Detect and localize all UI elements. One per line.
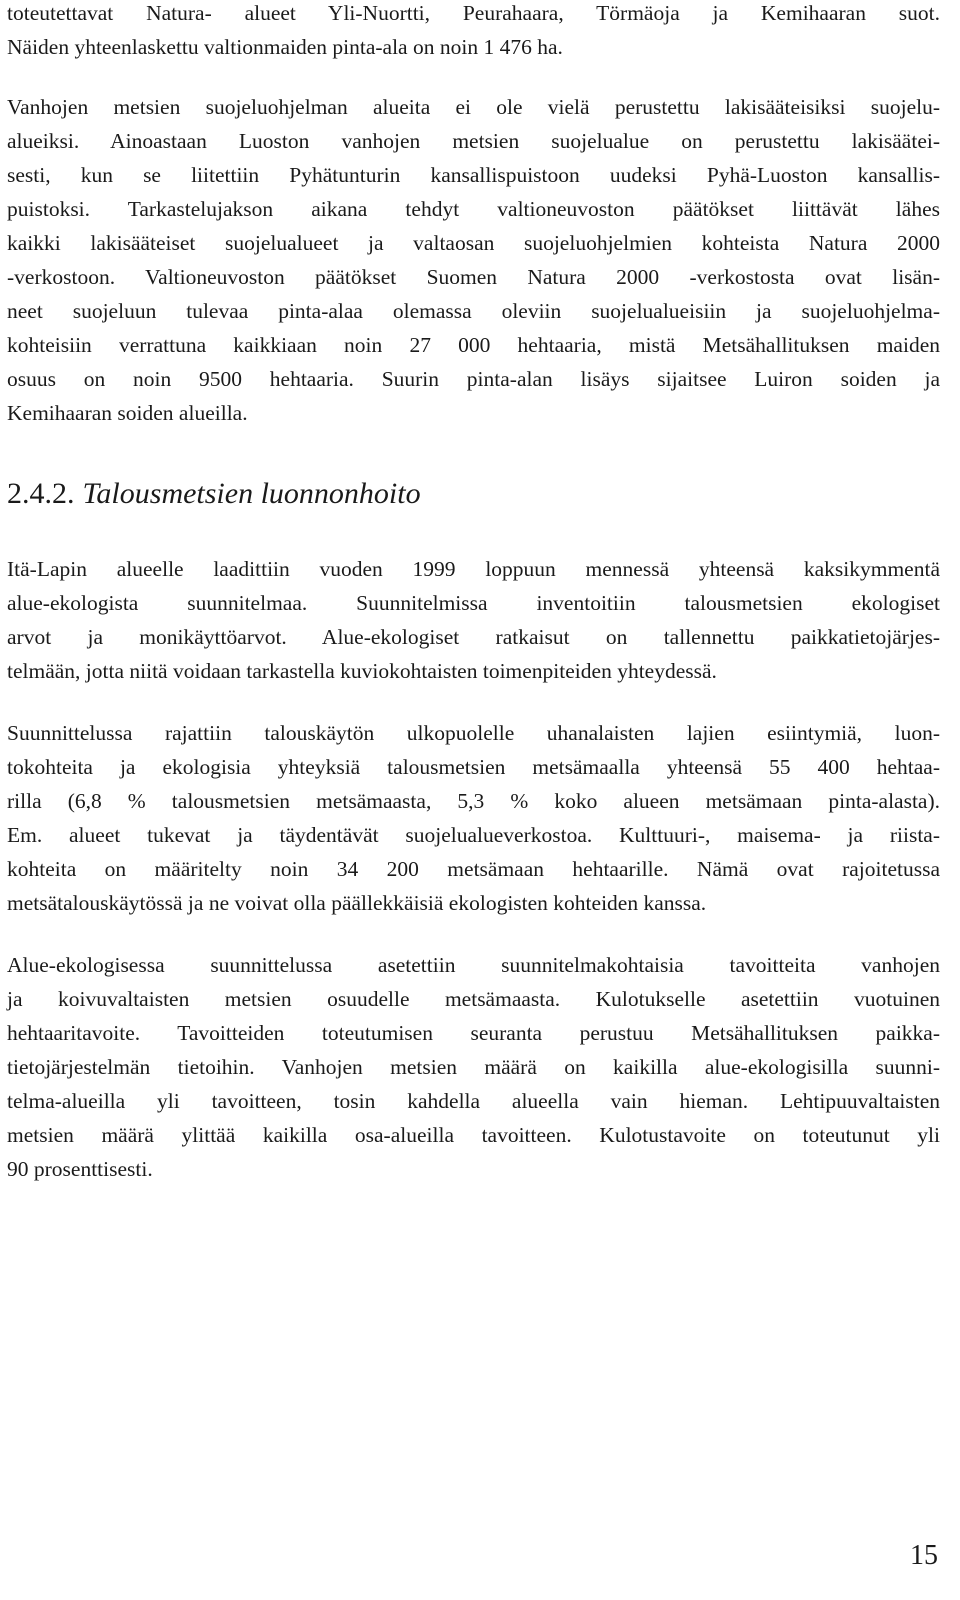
text-line: telma-alueilla yli tavoitteen, tosin kahdella alueella vain hieman. Lehtipuuvaltaisten xyxy=(7,1089,940,1113)
text-line: tietojärjestelmän tietoihin. Vanhojen metsien määrä on kaikilla alue-ekologisilla suunni- xyxy=(7,1055,940,1079)
text-line: kohteisiin verrattuna kaikkiaan noin 27 000 hehtaaria, mistä Metsähallituksen maiden xyxy=(7,333,940,357)
text-line: kaikki lakisääteiset suojelualueet ja valtaosan suojeluohjelmien kohteista Natura 2000 xyxy=(7,231,940,255)
text-line: sesti, kun se liitettiin Pyhätunturin kansallispuistoon uudeksi Pyhä-Luoston kansallis- xyxy=(7,163,940,187)
text-line: Näiden yhteenlaskettu valtionmaiden pinta-ala on noin 1 476 ha. xyxy=(7,35,563,59)
text-line: Vanhojen metsien suojeluohjelman alueita ei ole vielä perustettu lakisääteisiksi suojelu- xyxy=(7,95,940,119)
text-line: telmään, jotta niitä voidaan tarkastella kuviokohtaisten toimenpiteiden yhteydessä. xyxy=(7,659,717,683)
text-line: toteutettavat Natura- alueet Yli-Nuortti, Peurahaara, Törmäoja ja Kemihaaran suot. xyxy=(7,1,940,25)
section-heading xyxy=(7,476,421,512)
text-line: puistoksi. Tarkastelujakson aikana tehdyt valtioneuvoston päätökset liittävät lähes xyxy=(7,197,940,221)
text-line: Em. alueet tukevat ja täydentävät suojelualueverkostoa. Kulttuuri-, maisema- ja riista- xyxy=(7,823,940,847)
text-line: rilla (6,8 % talousmetsien metsämaasta, 5,3 % koko alueen metsämaan pinta-alasta). xyxy=(7,789,940,813)
page-number: 15 xyxy=(910,1540,938,1571)
text-line: kohteita on määritelty noin 34 200 metsämaan hehtaarille. Nämä ovat rajoitetussa xyxy=(7,857,940,881)
text-line: Suunnittelussa rajattiin talouskäytön ulkopuolelle uhanalaisten lajien esiintymiä, luon- xyxy=(7,721,940,745)
text-line: tokohteita ja ekologisia yhteyksiä talousmetsien metsämaalla yhteensä 55 400 hehtaa- xyxy=(7,755,940,779)
text-line: osuus on noin 9500 hehtaaria. Suurin pinta-alan lisäys sijaitsee Luiron soiden ja xyxy=(7,367,940,391)
text-line: Itä-Lapin alueelle laadittiin vuoden 1999 loppuun mennessä yhteensä kaksikymmentä xyxy=(7,557,940,581)
text-line: metsätalouskäytössä ja ne voivat olla päällekkäisiä ekologisten kohteiden kanssa. xyxy=(7,891,707,915)
text-line: Alue-ekologisessa suunnittelussa asetettiin suunnitelmakohtaisia tavoitteita vanhojen xyxy=(7,953,940,977)
section-title: Talousmetsien luonnonhoito xyxy=(82,477,421,510)
text-line: hehtaaritavoite. Tavoitteiden toteutumisen seuranta perustuu Metsähallituksen paikka- xyxy=(7,1021,940,1045)
text-line: ja koivuvaltaisten metsien osuudelle metsämaasta. Kulotukselle asetettiin vuotuinen xyxy=(7,987,940,1011)
text-line: neet suojeluun tulevaa pinta-alaa olemassa oleviin suojelualueisiin ja suojeluohjelma- xyxy=(7,299,940,323)
text-line: 90 prosenttisesti. xyxy=(7,1157,153,1181)
text-line: -verkostoon. Valtioneuvoston päätökset Suomen Natura 2000 -verkostosta ovat lisän- xyxy=(7,265,940,289)
text-line: Kemihaaran soiden alueilla. xyxy=(7,401,248,425)
text-line: metsien määrä ylittää kaikilla osa-alueilla tavoitteen. Kulotustavoite on toteutunut yli xyxy=(7,1123,940,1147)
text-line: alueiksi. Ainoastaan Luoston vanhojen metsien suojelualue on perustettu lakisäätei- xyxy=(7,129,940,153)
text-line: alue-ekologista suunnitelmaa. Suunnitelmissa inventoitiin talousmetsien ekologiset xyxy=(7,591,940,615)
section-number: 2.4.2. xyxy=(7,477,75,510)
text-line: arvot ja monikäyttöarvot. Alue-ekologiset ratkaisut on tallennettu paikkatietojärjes- xyxy=(7,625,940,649)
